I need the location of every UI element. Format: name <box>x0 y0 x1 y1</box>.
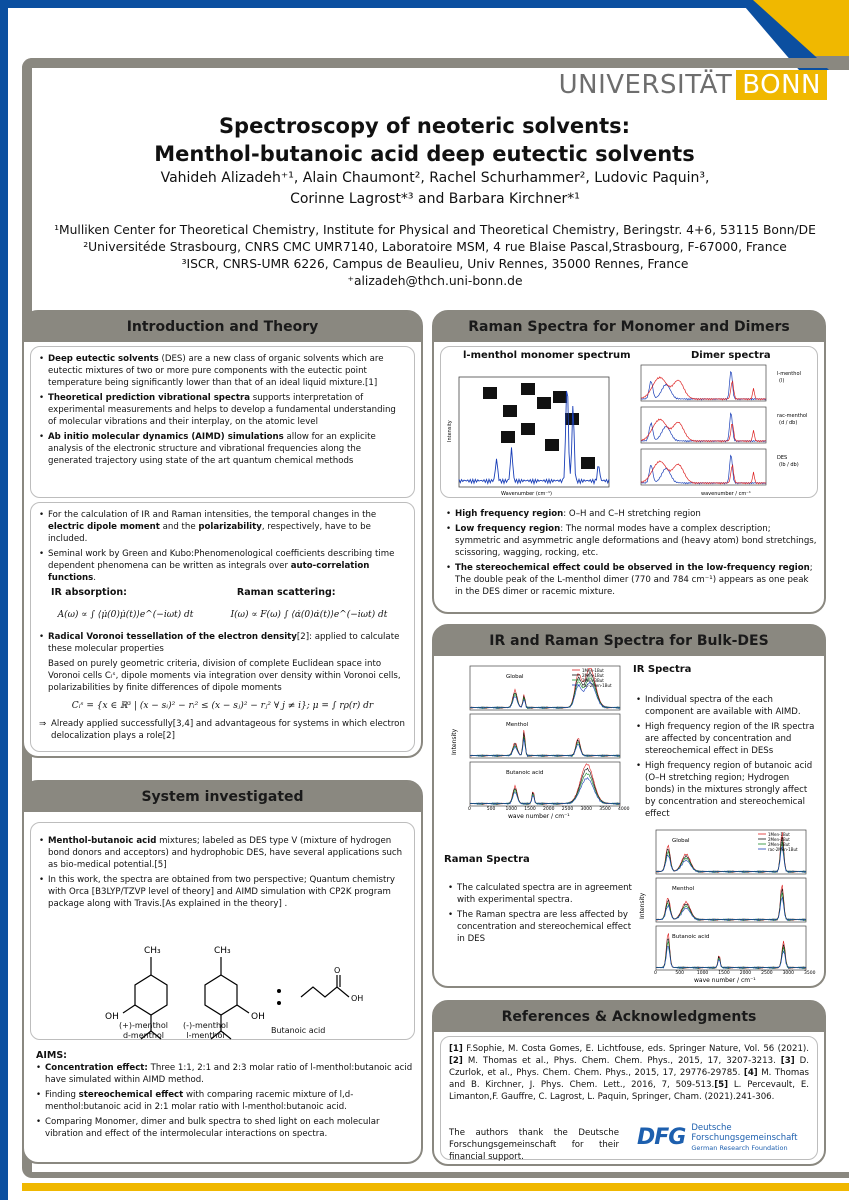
ir-plots-tick-3: 1000 <box>505 807 517 812</box>
ir-plots-tick-4: 1500 <box>524 807 536 812</box>
system-bullet-1 <box>39 835 406 871</box>
ref-2-num: [2] <box>449 1056 463 1066</box>
poster-title <box>0 112 849 168</box>
ir-plots-tick-7: 3000 <box>580 807 592 812</box>
raman-md-heading: Raman Spectra for Monomer and Dimers <box>434 312 824 342</box>
dimer-label-1: l-menthol <box>777 371 801 377</box>
title-line-1: Spectroscopy of neoteric solvents: <box>218 114 631 138</box>
ir-bullets <box>636 694 820 823</box>
monomer-inset-4 <box>537 397 551 409</box>
aims-bullet-2-bold: stereochemical effect <box>78 1090 184 1100</box>
title-line-2: Menthol-butanoic acid deep eutectic solvents <box>154 142 695 166</box>
monomer-inset-1 <box>483 387 497 399</box>
raman-plots-tick-6: 2500 <box>761 971 773 976</box>
ref-5: L. Percevault, E. Limanton,F. Gauffre, C. Lagrost, L. Paquin, Springer, Cham. (2021).241-306. <box>449 1080 809 1102</box>
ref-4-num: [4] <box>743 1068 758 1078</box>
gk-bold: auto-correlation functions <box>48 561 370 583</box>
raman-plots-tick-2: 500 <box>675 971 685 976</box>
butanoic-caption: Butanoic acid <box>271 1026 326 1035</box>
d-menthol-caption <box>119 1021 168 1041</box>
eq-row <box>39 605 406 625</box>
monomer-inset-7 <box>501 431 515 443</box>
refs-box <box>440 1036 818 1160</box>
calc-bold-2: polarizability <box>198 522 262 532</box>
ir-equation: A(ω) ∝ ∫ ⟨μ̇(0)μ̇(t)⟩e^(−iωt) dt <box>57 610 194 620</box>
dfg-name <box>691 1123 797 1153</box>
dimer-label-3: DES <box>777 455 788 461</box>
eq-labels <box>51 587 406 599</box>
acknowledgment: The authors thank the Deutsche Forschungsgemeinschaft for their financial support. <box>449 1128 619 1162</box>
monomer-inset-5 <box>553 391 567 403</box>
raman-md-bullet-1 <box>446 508 818 520</box>
raman-md-svg <box>441 347 819 497</box>
mol2-caption-a: (-)-menthol <box>183 1021 229 1030</box>
raman-md-b1-text: : O–H and C–H stretching region <box>563 509 701 519</box>
applied-note: ⇒ Already applied successfully[3,4] and advantageous for systems in which electron delocalization plays a role[2] <box>39 718 406 742</box>
aims-heading: AIMS: <box>36 1050 67 1061</box>
system-bullet-1-text: mixtures; labeled as DES type V (mixture of hydrogen bond donors and acceptors) and hydrophobic DES, have several applications such as bio-medical potential.[5] <box>48 836 403 870</box>
ir-bulk-chart <box>450 660 630 820</box>
raman-plots-legend-1: 1Men-1But <box>768 832 790 837</box>
dimer-sublabel-1: (l) <box>779 378 785 384</box>
monomer-inset-9 <box>545 439 559 451</box>
raman-plots-tick-1: 0 <box>654 971 657 976</box>
raman-scattering-label: Raman scattering: <box>236 587 336 598</box>
ir-bullet-3: • High frequency region of butanoic acid (O–H stretching region; Hydrogen bonds) in the mixtures strongly affect by concentration and stereochemical effect <box>636 760 820 820</box>
ir-plots-legend-1: 1Men-1But <box>582 668 604 673</box>
raman-bullets <box>448 882 632 948</box>
aims-bullet-1 <box>36 1062 414 1086</box>
ir-plots-tick-2: 500 <box>486 807 496 812</box>
authors-line-2: Corinne Lagrost*³ and Barbara Kirchner*¹ <box>290 191 580 207</box>
voronoi-text: [2]: applied to calculate these molecular properties <box>48 632 400 654</box>
dfg-line-1: Deutsche <box>691 1123 732 1133</box>
monomer-ylabel: Intensity <box>447 420 453 442</box>
o-label: O <box>334 966 341 975</box>
ir-plots-label-2: Menthol <box>506 722 529 728</box>
intro-bullet-3-bold: Ab initio molecular dynamics (AIMD) simulations <box>48 432 284 442</box>
logo-text: UNIVERSITÄT <box>558 70 733 100</box>
raman-plots-tick-7: 3000 <box>782 971 795 976</box>
intro-bullet-3 <box>39 431 406 467</box>
system-bullet-2: • In this work, the spectra are obtained from two perspective; Quantum chemistry with Orca [B3LYP/TZVP level of theory] and AIMD simulation with CP2K program package along with Travis.[As explained in the theory] . <box>39 874 406 910</box>
ir-spectra-title: IR Spectra <box>633 664 692 675</box>
mol1-caption-b: d-menthol <box>122 1031 165 1040</box>
raman-plots-tick-3: 1000 <box>696 971 709 976</box>
calc-text-c: and the <box>159 522 199 532</box>
mol1-caption-a: (+)-menthol <box>119 1021 168 1030</box>
voronoi-equation: Cᵢˢ = {x ∈ ℝ³ | (x − sᵢ)² − rᵢ² ≤ (x − sⱼ)² − rⱼ² ∀ j ≠ i}; μ = ∫ rρ(r) dr <box>71 701 374 711</box>
intro-heading: Introduction and Theory <box>24 312 421 342</box>
ir-plots-legend-3: 2Men-3But <box>582 678 604 683</box>
butanoic-acid-structure <box>301 975 349 997</box>
raman-plots-tick-8: 3500 <box>804 971 816 976</box>
intro-bullet-1 <box>39 353 406 389</box>
affiliations <box>40 222 830 290</box>
raman-bulk-chart <box>636 824 816 984</box>
dfg-line-3: German Research Foundation <box>691 1144 788 1152</box>
frame-left-bar <box>0 0 8 1200</box>
ir-plots-frame-2 <box>470 714 620 758</box>
raman-equation: I(ω) ∝ F(ω) ∫ ⟨α̇(0)α̇(t)⟩e^(−iωt) dt <box>230 610 388 620</box>
monomer-inset-3 <box>521 383 535 395</box>
calc-bold-1: electric dipole moment <box>48 522 160 532</box>
ref-4: M. Thomas and B. Kirchner, J. Phys. Chem. Lett., 2016, 7, 509-513. <box>449 1068 809 1090</box>
ref-1: F.Sophie, M. Costa Gomes, E. Lichtfouse, eds. Springer Nature, Vol. 56 (2021). <box>462 1044 809 1054</box>
voronoi-bold: Radical Voronoi tessellation of the electron density <box>48 632 297 642</box>
gk-text-a: Seminal work by Green and Kubo:Phenomenological coefficients describing time dependent phenomena can be written as integrals over <box>48 549 395 571</box>
intro-green-kubo-bullet <box>39 548 406 584</box>
ir-plots-label-3: Butanoic acid <box>506 770 544 776</box>
intro-bullet-2-text: supports interpretation of experimental measurements and helps to develop a fundamental understanding of molecular vibrations and their interplay, on the atomic level <box>48 393 396 427</box>
intro-bullet-1-text: (DES) are a new class of organic solvents which are eutectic mixtures of two or more pure components with the eutectic point temperature being significantly lower than that of an ideal liquid mixture.[1] <box>48 354 384 388</box>
raman-ylabel: Intensity <box>639 892 646 919</box>
intro-bullet-2 <box>39 392 406 428</box>
ir-bullet-2: • High frequency region of the IR spectra are affected by concentration and stereochemical effect in DESs <box>636 721 820 757</box>
dimer-frame-2 <box>641 407 766 443</box>
monomer-inset-8 <box>521 423 535 435</box>
raman-plots-tick-4: 1500 <box>718 971 730 976</box>
affiliation-2: ²Universitéde Strasbourg, CNRS CMC UMR7140, Laboratoire MSM, 4 rue Blaise Pascal,Strasbourg, F-67000, France <box>83 240 787 254</box>
mol2-caption-b: l-menthol <box>186 1031 225 1040</box>
raman-md-b3-text: ; The double peak of the L-menthol dimer (770 and 784 cm⁻¹) appears as one peak in the DES dimer or racemic mixture. <box>455 563 813 597</box>
ref-5-num: [5] <box>714 1080 729 1090</box>
oh-label-1: OH <box>105 1012 119 1022</box>
aims-block <box>36 1050 414 1143</box>
ir-plots-legend-2: 2Men-1But <box>582 673 604 678</box>
university-logo <box>559 70 827 100</box>
frame-yellow-bottom <box>22 1183 849 1191</box>
raman-plots-label-1: Global <box>672 838 690 844</box>
ch3-label-2: CH₃ <box>214 946 231 956</box>
ir-plots-tick-5: 2000 <box>543 807 555 812</box>
intro-bullet-3-text: allow for an explicite analysis of the electronic structure and vibrational frequencies along the generated trajectory using state of the art quantum chemical methods <box>48 432 376 466</box>
references-text <box>449 1043 809 1103</box>
calc-text-a: For the calculation of IR and Raman intensities, the temporal changes in the <box>48 510 377 520</box>
raman-md-b1-bold: High frequency region <box>455 509 564 519</box>
ir-xlabel: wave number / cm⁻¹ <box>508 813 570 820</box>
oh-label-2: OH <box>251 1012 265 1022</box>
intro-bullet-2-bold: Theoretical prediction vibrational spectra <box>48 393 251 403</box>
ir-plots-frame-3 <box>470 762 620 806</box>
calc-text-d: , respectively, have to be included. <box>48 522 371 544</box>
aims-bullet-2-a: Finding <box>45 1090 79 1100</box>
affiliation-1: ¹Mulliken Center for Theoretical Chemistry, Institute for Physical and Theoretical Chemistry, Beringstr. 4+6, 53115 Bonn/DE <box>54 223 816 237</box>
raman-md-b2-bold: Low frequency region <box>455 524 561 534</box>
ref-1-num: [1] <box>449 1044 463 1054</box>
oh-label-3: OH <box>351 994 364 1003</box>
ir-plots-legend-4: rac-2Men-1But <box>582 683 612 688</box>
authors <box>60 168 810 210</box>
voronoi-para: Based on purely geometric criteria, division of complete Euclidean space into Voronoi cells Cᵢˢ, dipole moments via integration over density within Voronoi cells, polarizabilities by finite differences of dipole moments <box>48 659 401 693</box>
monomer-fig-title: l-menthol monomer spectrum <box>463 350 631 361</box>
aims-bullet-1-text: Three 1:1, 2:1 and 2:3 molar ratio of l-menthol:butanoic acid have simulated within AIMD method. <box>45 1063 413 1085</box>
dimer-fig-title: Dimer spectra <box>691 350 771 361</box>
frame-grey-bottom <box>32 1172 849 1178</box>
frame-grey-top <box>22 58 849 68</box>
contact-email[interactable]: ⁺alizadeh@thch.uni-bonn.de <box>347 274 523 288</box>
authors-line-1: Vahideh Alizadeh⁺¹, Alain Chaumont², Rachel Schurhammer², Ludovic Paquin³, <box>160 170 710 186</box>
raman-md-b3-bold: The stereochemical effect could be observed in the low-frequency region <box>455 563 810 573</box>
raman-md-b2-text: : The normal modes have a complex description; symmetric and asymmetric angle deformations and (heavy atom) bond stretchings, scissoring, wagging, rocking, etc. <box>455 524 817 558</box>
ir-plots-tick-6: 2500 <box>561 807 574 812</box>
aims-bullet-2 <box>36 1089 414 1113</box>
monomer-xlabel: Wavenumber (cm⁻¹) <box>501 491 552 497</box>
dfg-line-2: Forschungsgemeinschaft <box>691 1133 798 1143</box>
raman-md-bullet-2 <box>446 523 818 559</box>
dimer-label-2: rac-menthol <box>777 413 808 419</box>
ir-plots-tick-8: 3500 <box>599 807 611 812</box>
raman-plots-legend-2: 2Men-1But <box>768 837 790 842</box>
ir-bullet-1: • Individual spectra of the each component are available with AIMD. <box>636 694 820 718</box>
raman-md-bullet-3 <box>446 562 818 598</box>
ir-absorption-label: IR absorption: <box>51 587 127 598</box>
ref-3-num: [3] <box>780 1056 795 1066</box>
raman-plots-legend-3: 2Men-3But <box>768 842 790 847</box>
raman-plots-label-3: Butanoic acid <box>672 934 710 940</box>
intro-box-2 <box>30 502 415 752</box>
l-menthol-caption <box>183 1021 228 1041</box>
raman-bullet-2: • The Raman spectra are less affected by concentration and stereochemical effect in DES <box>448 909 632 945</box>
dfg-mark: DFG <box>637 1125 686 1150</box>
dimer-xlabel: wavenumber / cm⁻¹ <box>701 491 751 497</box>
frame-top-bar <box>0 0 849 8</box>
raman-plots-tick-5: 2000 <box>739 971 752 976</box>
system-bullet-1-bold: Menthol-butanoic acid <box>48 836 157 846</box>
system-heading: System investigated <box>24 782 421 812</box>
intro-box-1 <box>30 346 415 498</box>
gk-text-c: . <box>93 573 96 583</box>
ir-plots-tick-9: 4000 <box>618 807 630 812</box>
dimer-sublabel-3: (lb / db) <box>779 462 799 468</box>
ch3-label-1: CH₃ <box>144 946 161 956</box>
raman-bullet-1: • The calculated spectra are in agreement with experimental spectra. <box>448 882 632 906</box>
intro-bullet-1-bold: Deep eutectic solvents <box>48 354 159 364</box>
ref-3: D. Czurlok, et al., Phys. Chem. Chem. Phys., 2015, 17, 29776-29785. <box>449 1056 809 1078</box>
aims-bullet-2-text: with comparing racemic mixture of l,d-menthol:butanoic acid in 2:1 molar ratio with l-menthol:butanoic acid. <box>45 1090 354 1112</box>
dimer-sublabel-2: (d / db) <box>779 420 798 426</box>
dfg-logo <box>637 1123 798 1153</box>
dimer-frame-1 <box>641 365 766 401</box>
affiliation-3: ³ISCR, CNRS-UMR 6226, Campus de Beaulieu, Univ Rennes, 35000 Rennes, France <box>181 257 689 271</box>
raman-md-text <box>446 508 818 601</box>
aims-bullet-3: • Comparing Monomer, dimer and bulk spectra to shed light on each molecular vibration and effect of the intermolecular interactions on spectra. <box>36 1116 414 1140</box>
ir-plots-label-1: Global <box>506 674 524 680</box>
raman-spectra-title: Raman Spectra <box>444 854 530 865</box>
dimer-frame-3 <box>641 449 766 485</box>
logo-accent: BONN <box>736 70 827 100</box>
refs-heading: References & Acknowledgments <box>434 1002 824 1032</box>
monomer-inset-10 <box>581 457 595 469</box>
raman-xlabel: wave number / cm⁻¹ <box>694 977 756 984</box>
system-box <box>30 822 415 1040</box>
ref-2: M. Thomas et al., Phys. Chem. Chem. Phys., 2015, 17, 3207-3213. <box>462 1056 781 1066</box>
monomer-inset-2 <box>503 405 517 417</box>
aims-bullet-1-bold: Concentration effect: <box>45 1063 148 1073</box>
bulk-heading: IR and Raman Spectra for Bulk-DES <box>434 626 824 656</box>
molecule-structures <box>105 935 411 1065</box>
ir-plots-tick-1: 0 <box>468 807 471 812</box>
intro-calc-bullet <box>39 509 406 545</box>
raman-plots-label-2: Menthol <box>672 886 695 892</box>
raman-plots-legend-4: rac-2Men-1But <box>768 847 798 852</box>
raman-md-figures <box>440 346 818 498</box>
voronoi-bullet <box>39 631 406 655</box>
ir-ylabel: Intensity <box>451 728 458 755</box>
